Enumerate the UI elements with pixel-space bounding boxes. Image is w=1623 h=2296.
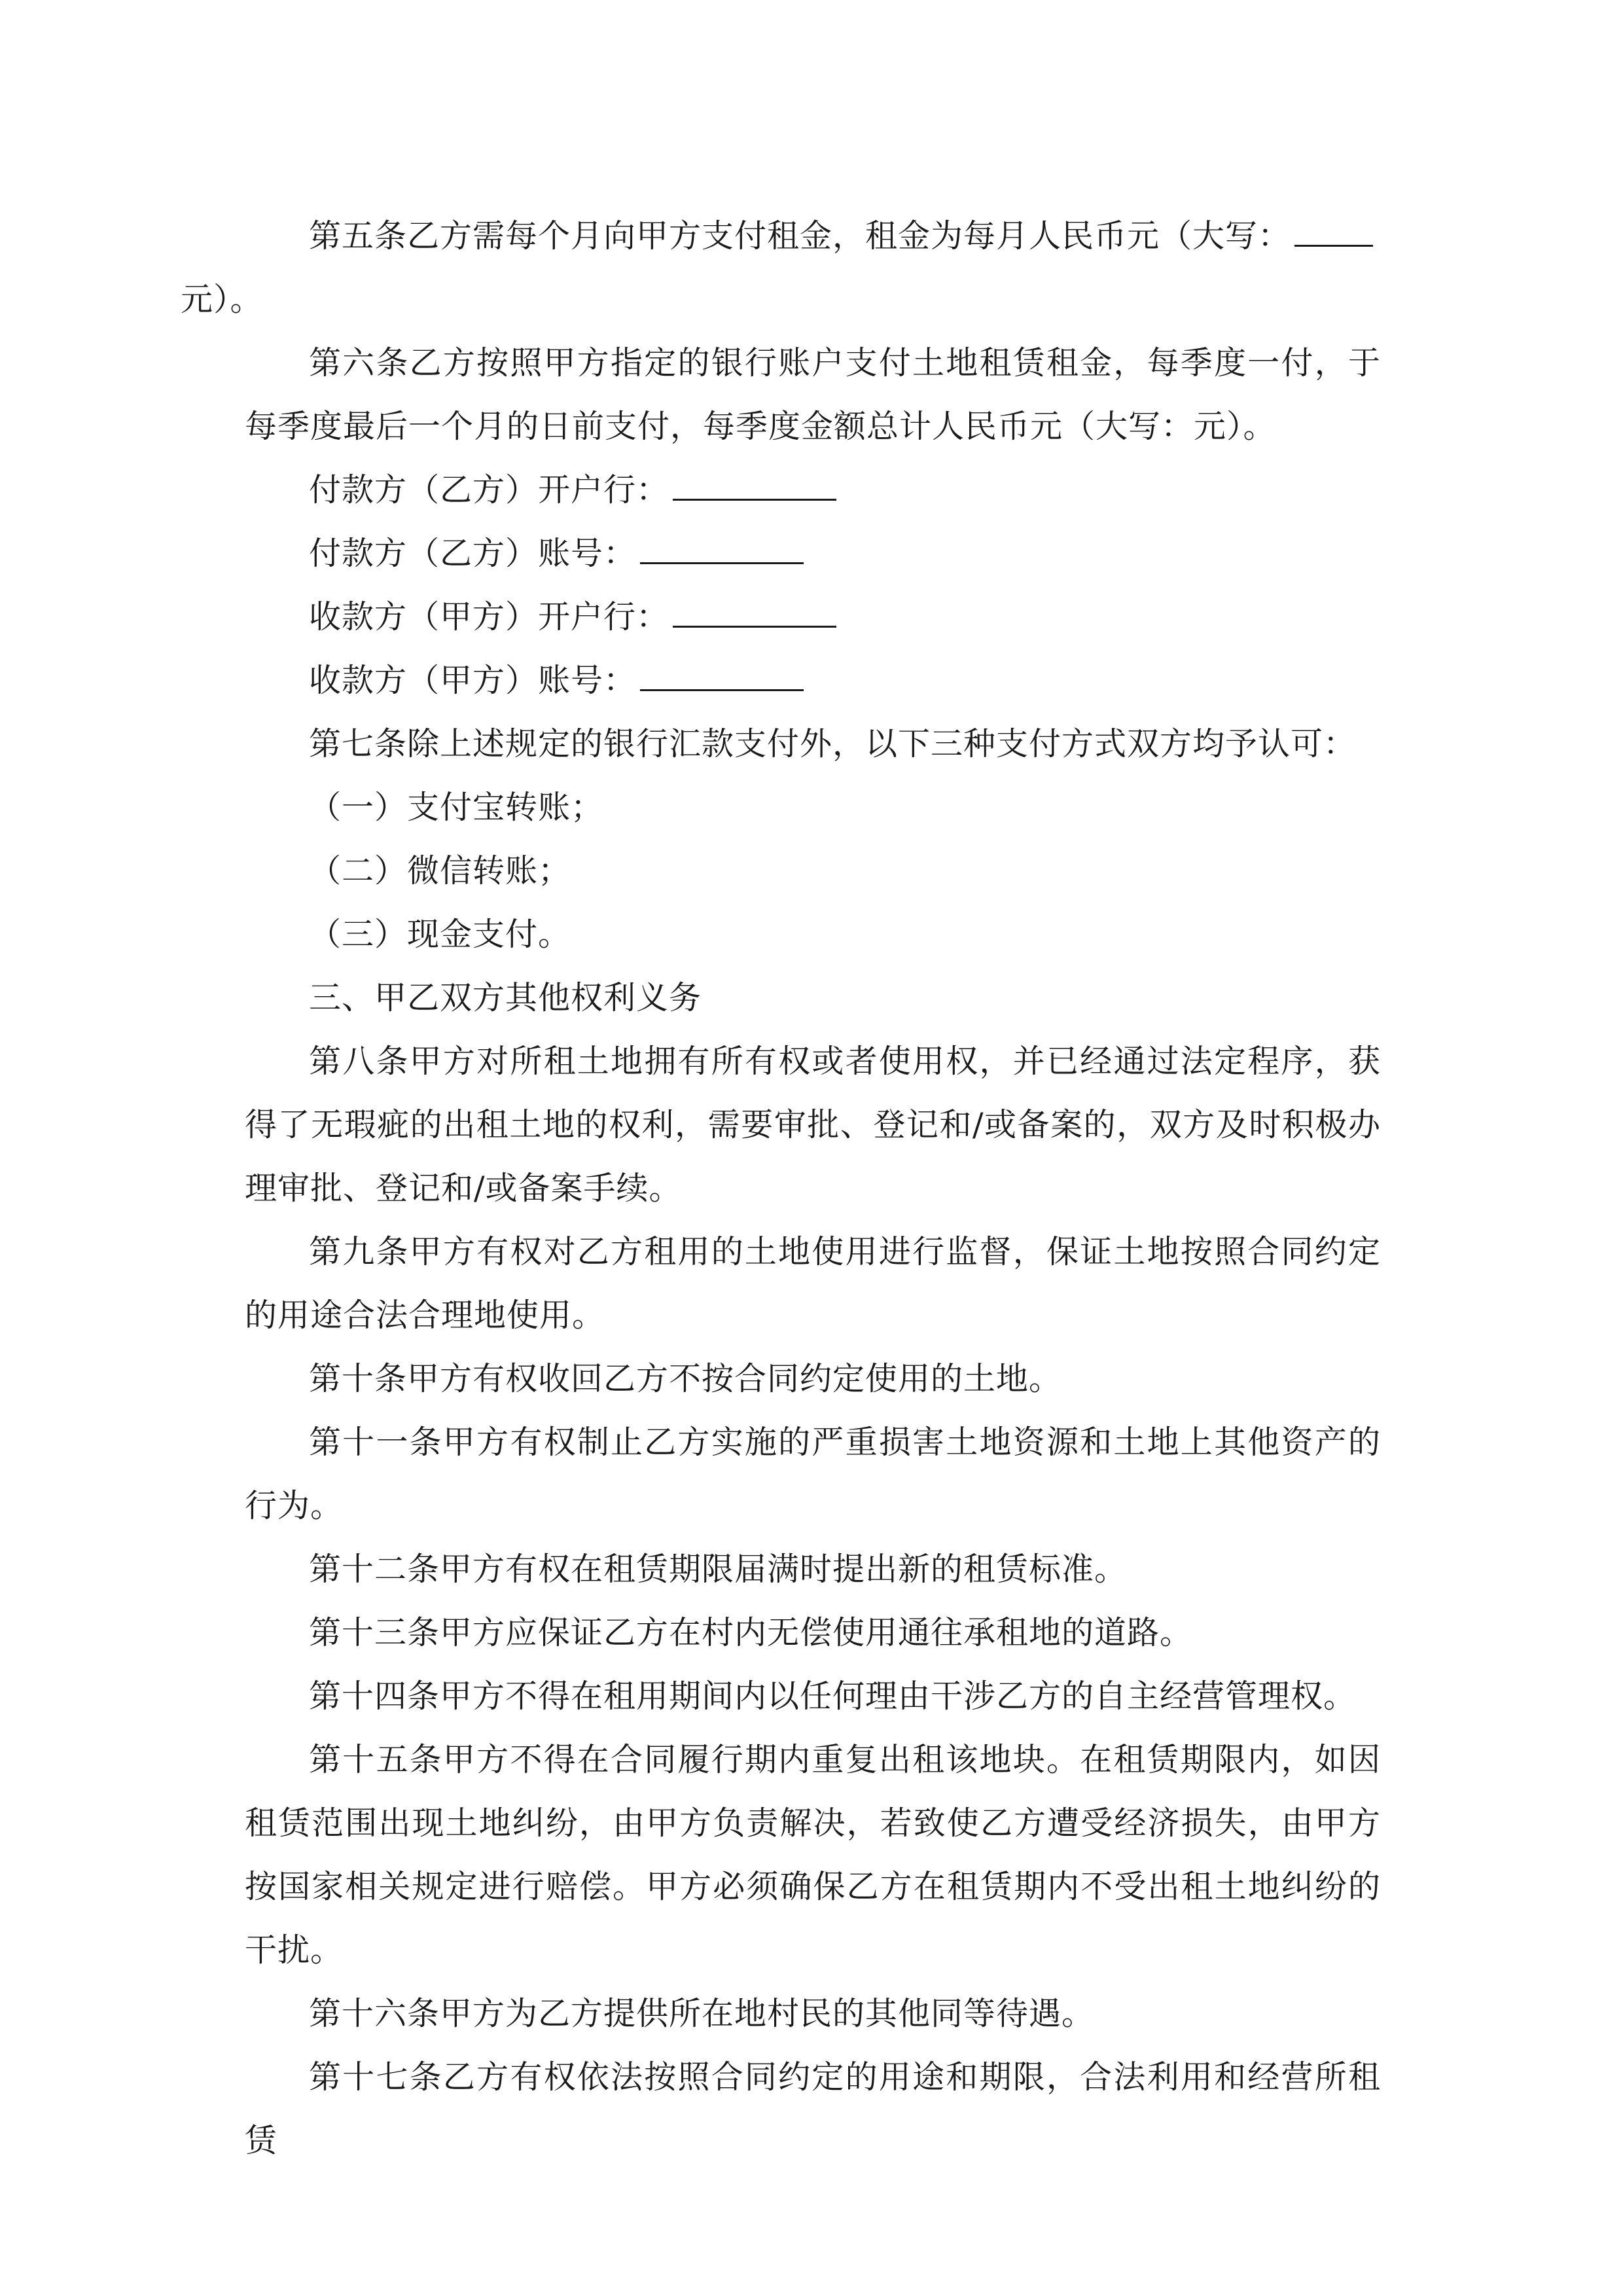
article-14: 第十四条甲方不得在租用期间内以任何理由干涉乙方的自主经营管理权。 — [309, 1677, 1357, 1715]
article-5 — [181, 204, 1381, 331]
article-5-text: 第五条乙方需每个月向甲方支付租金，租金为每月人民币元（大写： — [309, 217, 1291, 255]
article-12: 第十二条甲方有权在租赁期限届满时提出新的租赁标准。 — [309, 1551, 1128, 1588]
article-6: 第六条乙方按照甲方指定的银行账户支付土地租赁租金，每季度一付，于每季度最后一个月的日前支付，每季度金额总计人民币元（大写：元）。 — [245, 344, 1381, 445]
section-heading: 三、甲乙双方其他权利义务 — [309, 979, 702, 1016]
article-8: 第八条甲方对所租土地拥有所有权或者使用权，并已经通过法定程序，获得了无瑕疵的出租土地的权利，需要审批、登记和/或备案的，双方及时积极办理审批、登记和/或备案手续。 — [245, 1043, 1381, 1207]
payment-method-1: （一）支付宝转账； — [309, 789, 604, 826]
bank-field-payer-account — [245, 522, 1381, 585]
article-13: 第十三条甲方应保证乙方在村内无偿使用通往承租地的道路。 — [309, 1614, 1193, 1651]
bank-field-label: 付款方（乙方）开户行： — [309, 471, 669, 509]
blank-line — [1294, 219, 1373, 247]
article-7: 第七条除上述规定的银行汇款支付外，以下三种支付方式双方均予认可： — [309, 725, 1357, 762]
article-9: 第九条甲方有权对乙方租用的土地使用进行监督，保证土地按照合同约定的用途合法合理地使用。 — [245, 1233, 1381, 1334]
blank-line — [640, 663, 804, 691]
bank-field-payer-bank — [245, 458, 1381, 522]
payment-method-2: （二）微信转账； — [309, 852, 571, 889]
bank-field-label: 付款方（乙方）账号： — [309, 535, 637, 572]
blank-line — [673, 600, 836, 628]
article-5-tail: 元）。 — [181, 281, 263, 318]
blank-line — [640, 536, 804, 564]
blank-line — [673, 473, 836, 501]
article-15: 第十五条甲方不得在合同履行期内重复出租该地块。在租赁期限内，如因租赁范围出现土地纠纷，由甲方负责解决，若致使乙方遭受经济损失，由甲方按国家相关规定进行赔偿。甲方必须确保乙方在租赁期内不受出租土地纠纷的干扰。 — [245, 1741, 1381, 1969]
article-17: 第十七条乙方有权依法按照合同约定的用途和期限，合法利用和经营所租赁 — [245, 2058, 1381, 2159]
bank-field-payee-account — [245, 649, 1381, 712]
payment-method-3: （三）现金支付。 — [309, 916, 571, 953]
article-11: 第十一条甲方有权制止乙方实施的严重损害土地资源和土地上其他资产的行为。 — [245, 1424, 1381, 1524]
bank-field-label: 收款方（甲方）账号： — [309, 662, 637, 699]
document-body — [181, 204, 1381, 2172]
bank-field-payee-bank — [245, 585, 1381, 649]
article-10: 第十条甲方有权收回乙方不按合同约定使用的土地。 — [309, 1360, 1062, 1397]
article-16: 第十六条甲方为乙方提供所在地村民的其他同等待遇。 — [309, 1995, 1095, 2032]
bank-field-label: 收款方（甲方）开户行： — [309, 598, 669, 636]
